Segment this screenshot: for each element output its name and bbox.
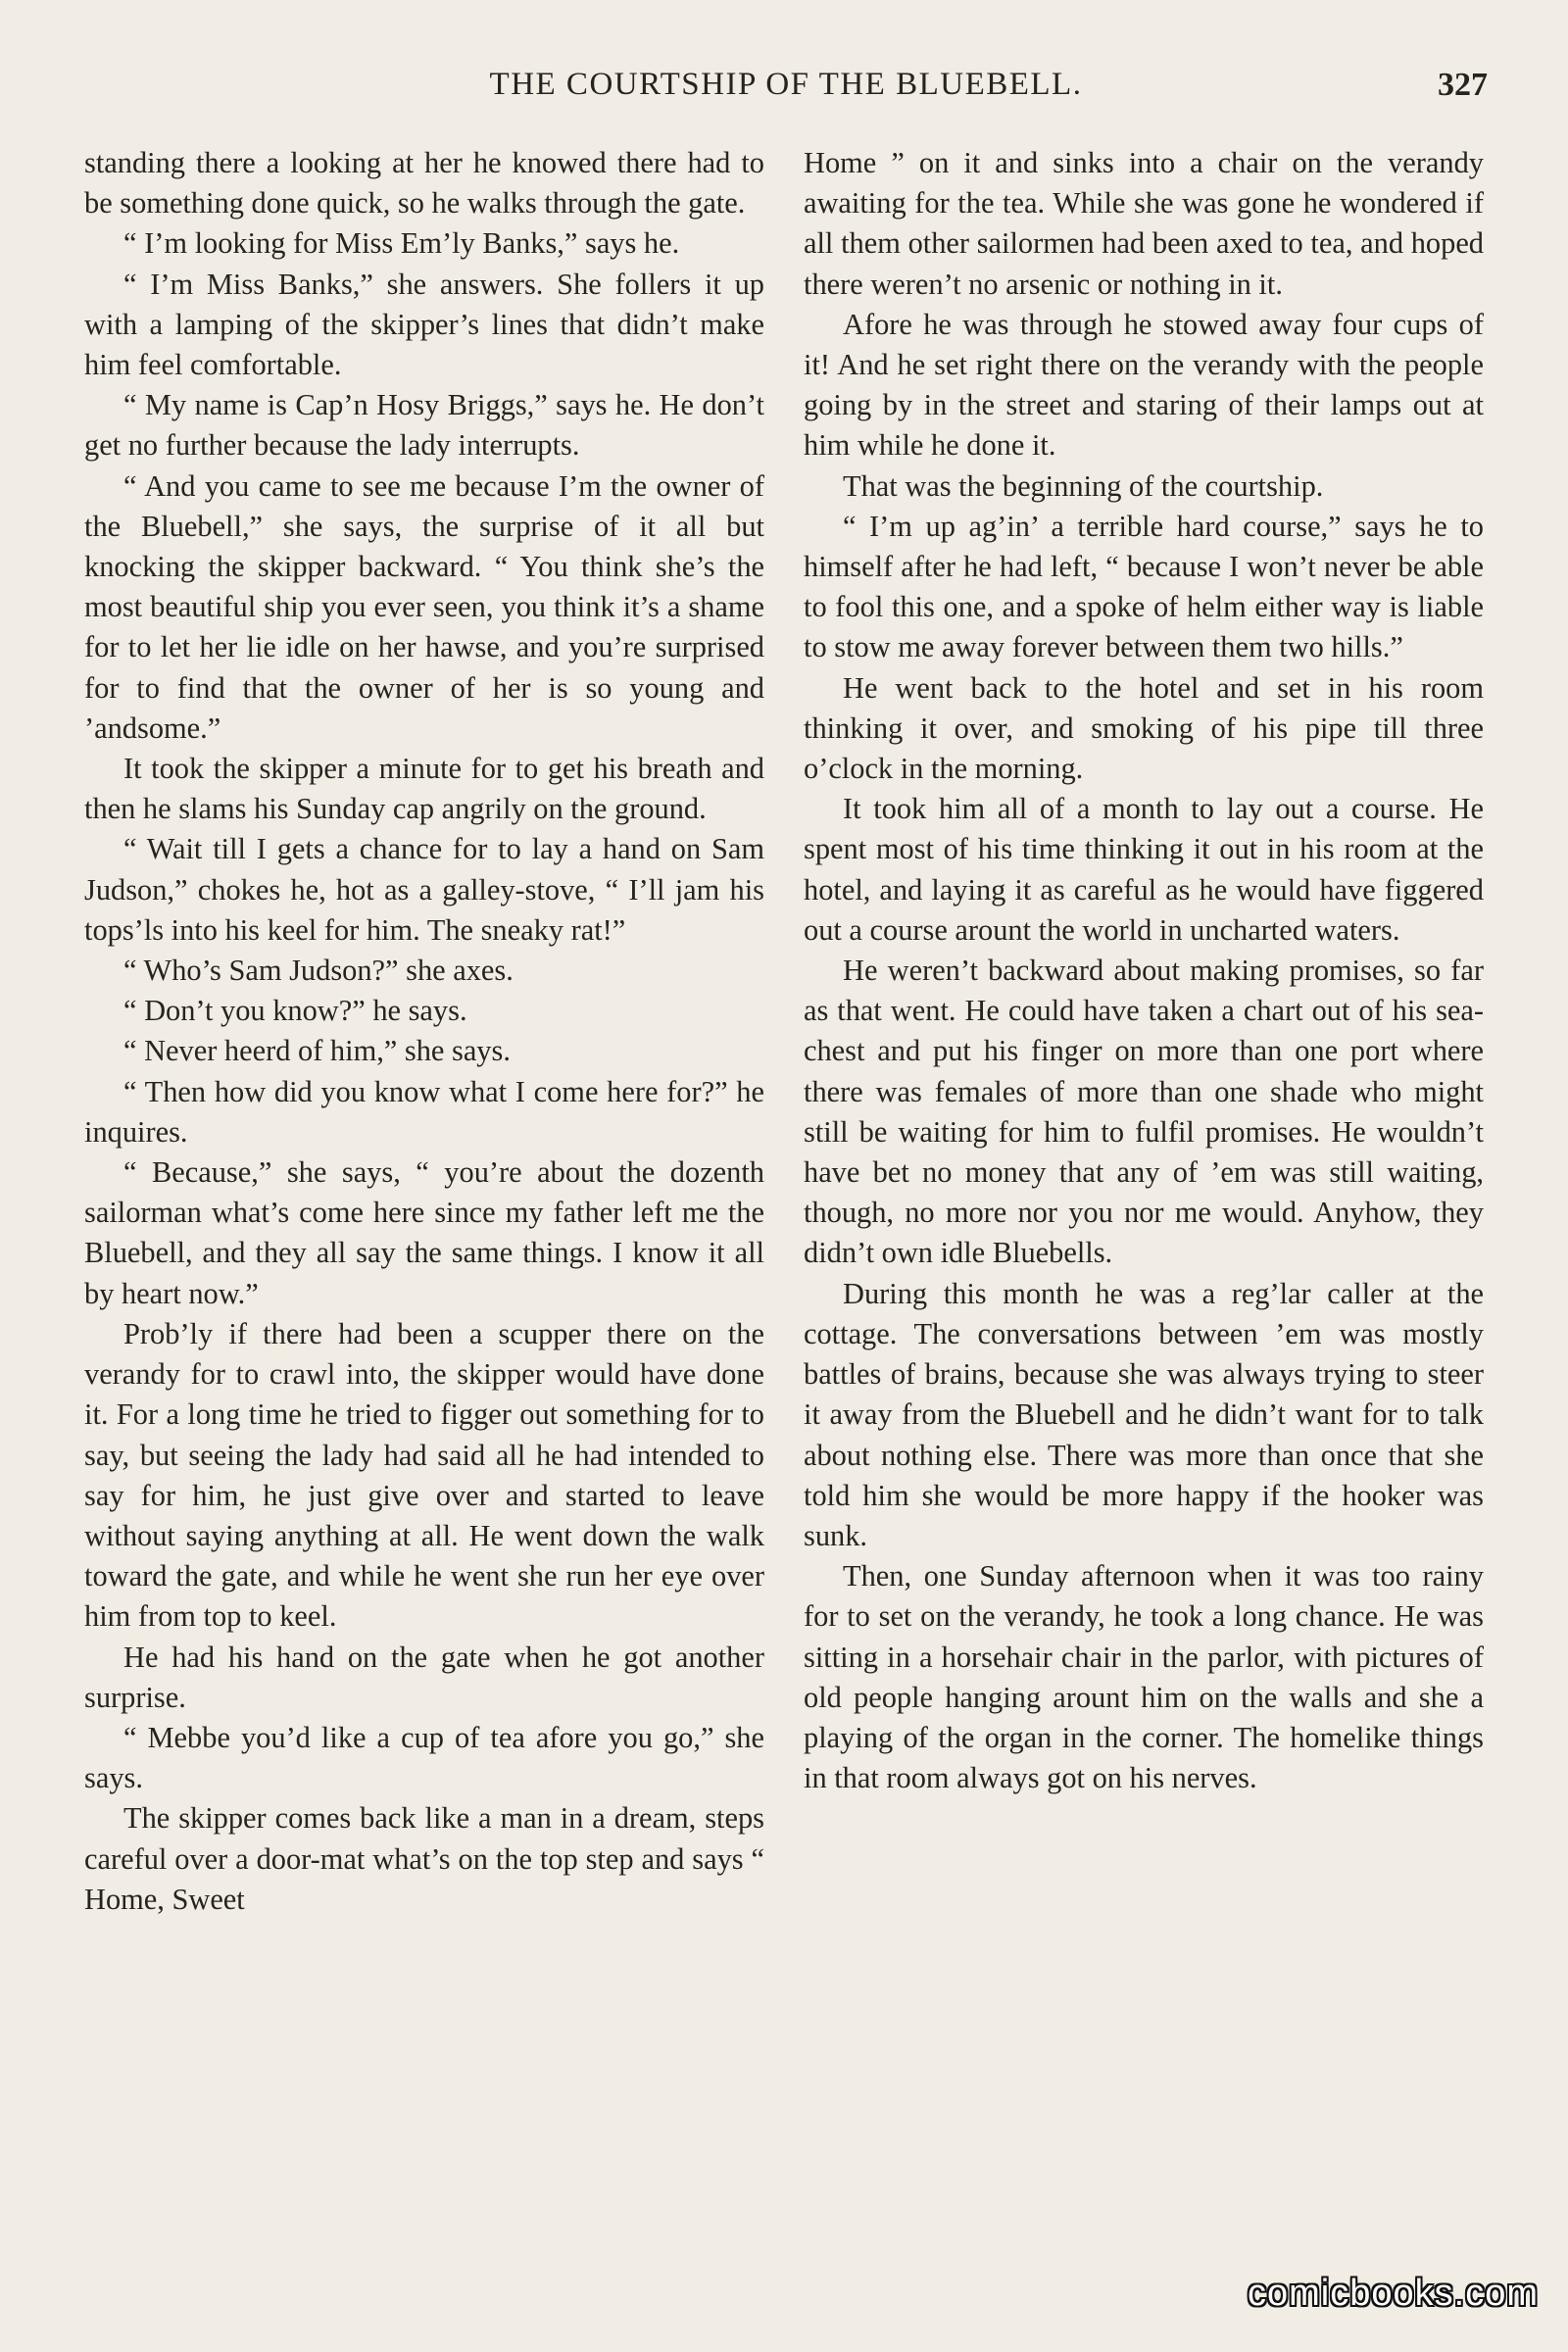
- page-number: 327: [1438, 67, 1488, 103]
- paragraph: “ Mebbe you’d like a cup of tea afore you go,” she says.: [84, 1720, 764, 1795]
- paragraph: “ Wait till I gets a chance for to lay a hand on Sam Judson,” chokes he, hot as a galley-stove, “ I’ll jam his tops’ls into his keel for him. The sneaky rat!”: [84, 832, 764, 947]
- paragraph: That was the beginning of the courtship.: [843, 468, 1324, 503]
- paragraph: Home ” on it and sinks into a chair on the verandy awaiting for the tea. While she was gone he wondered if all them other sailormen had been axed to tea, and hoped there weren’t no arsenic or nothing in it.: [804, 146, 1484, 301]
- paragraph: He weren’t backward about making promises, so far as that went. He could have taken a chart out of his sea-chest and put his finger on more than one port where there was females of more than one shade who might still be waiting for him to fulfil promises. He wouldn’t have bet no money that any of ’em was still waiting, though, no more nor you nor me would. Anyhow, they didn’t own idle Bluebells.: [804, 954, 1484, 1270]
- right-column: [804, 143, 1484, 1798]
- paragraph: It took the skipper a minute for to get his breath and then he slams his Sunday cap angrily on the ground.: [84, 752, 764, 826]
- paragraph: Prob’ly if there had been a scupper there on the verandy for to crawl into, the skipper would have done it. For a long time he tried to figger out something for to say, but seeing the lady had said all he had intended to say for him, he just give over and started to leave without saying anything at all. He went down the walk toward the gate, and while he went she run her eye over him from top to keel.: [84, 1316, 764, 1634]
- running-title: THE COURTSHIP OF THE BLUEBELL.: [489, 67, 1083, 102]
- paragraph: He had his hand on the gate when he got another surprise.: [84, 1640, 764, 1714]
- paragraph: “ I’m looking for Miss Em’ly Banks,” says he.: [123, 226, 680, 261]
- paragraph: “ Who’s Sam Judson?” she axes.: [123, 954, 514, 988]
- paragraph: “ Don’t you know?” he says.: [123, 994, 467, 1028]
- watermark: comicbooks.com: [1248, 2273, 1539, 2314]
- paragraph: Afore he was through he stowed away four cups of it! And he set right there on the verandy with the people going by in the street and staring of their lamps out at him while he done it.: [804, 307, 1484, 463]
- paragraph: standing there a looking at her he knowed there had to be something done quick, so he walks through the gate.: [84, 146, 764, 220]
- paragraph: He went back to the hotel and set in his room thinking it over, and smoking of his pipe till three o’clock in the morning.: [804, 670, 1484, 786]
- paragraph: “ Because,” she says, “ you’re about the dozenth sailorman what’s come here since my father left me the Bluebell, and they all say the same things. I know it all by heart now.”: [84, 1155, 764, 1310]
- page-header: [84, 67, 1488, 116]
- paragraph: The skipper comes back like a man in a dream, steps careful over a door-mat what’s on the top step and says “ Home, Sweet: [84, 1801, 764, 1916]
- paragraph: Then, one Sunday afternoon when it was too rainy for to set on the verandy, he took a long chance. He was sitting in a horsehair chair in the parlor, with pictures of old people hanging arount him on the walls and she a playing of the organ in the corner. The homelike things in that room always got on his nerves.: [804, 1559, 1484, 1795]
- left-column: [84, 143, 764, 1920]
- paragraph: “ Never heerd of him,” she says.: [123, 1034, 511, 1068]
- paragraph: During this month he was a reg’lar caller at the cottage. The conversations between ’em was mostly battles of brains, because she was always trying to steer it away from the Bluebell and he didn’t want for to talk about nothing else. There was more than once that she told him she would be more happy if the hooker was sunk.: [804, 1276, 1484, 1552]
- paragraph: “ My name is Cap’n Hosy Briggs,” says he. He don’t get no further because the lady interrupts.: [84, 388, 764, 463]
- paragraph: “ I’m Miss Banks,” she answers. She follers it up with a lamping of the skipper’s lines that didn’t make him feel comfortable.: [84, 267, 764, 382]
- paragraph: “ And you came to see me because I’m the owner of the Bluebell,” she says, the surprise of it all but knocking the skipper backward. “ You think she’s the most beautiful ship you ever seen, you think it’s a shame for to let her lie idle on her hawse, and you’re surprised for to find that the owner of her is so young and ’andsome.”: [84, 468, 764, 745]
- paragraph: “ I’m up ag’in’ a terrible hard course,” says he to himself after he had left, “ because I won’t never be able to fool this one, and a spoke of helm either way is liable to stow me away forever between them two hills.”: [804, 509, 1484, 664]
- paragraph: “ Then how did you know what I come here for?” he inquires.: [84, 1074, 764, 1149]
- paragraph: It took him all of a month to lay out a course. He spent most of his time thinking it out in his room at the hotel, and laying it as careful as he would have figgered out a course arount the world in uncharted waters.: [804, 792, 1484, 947]
